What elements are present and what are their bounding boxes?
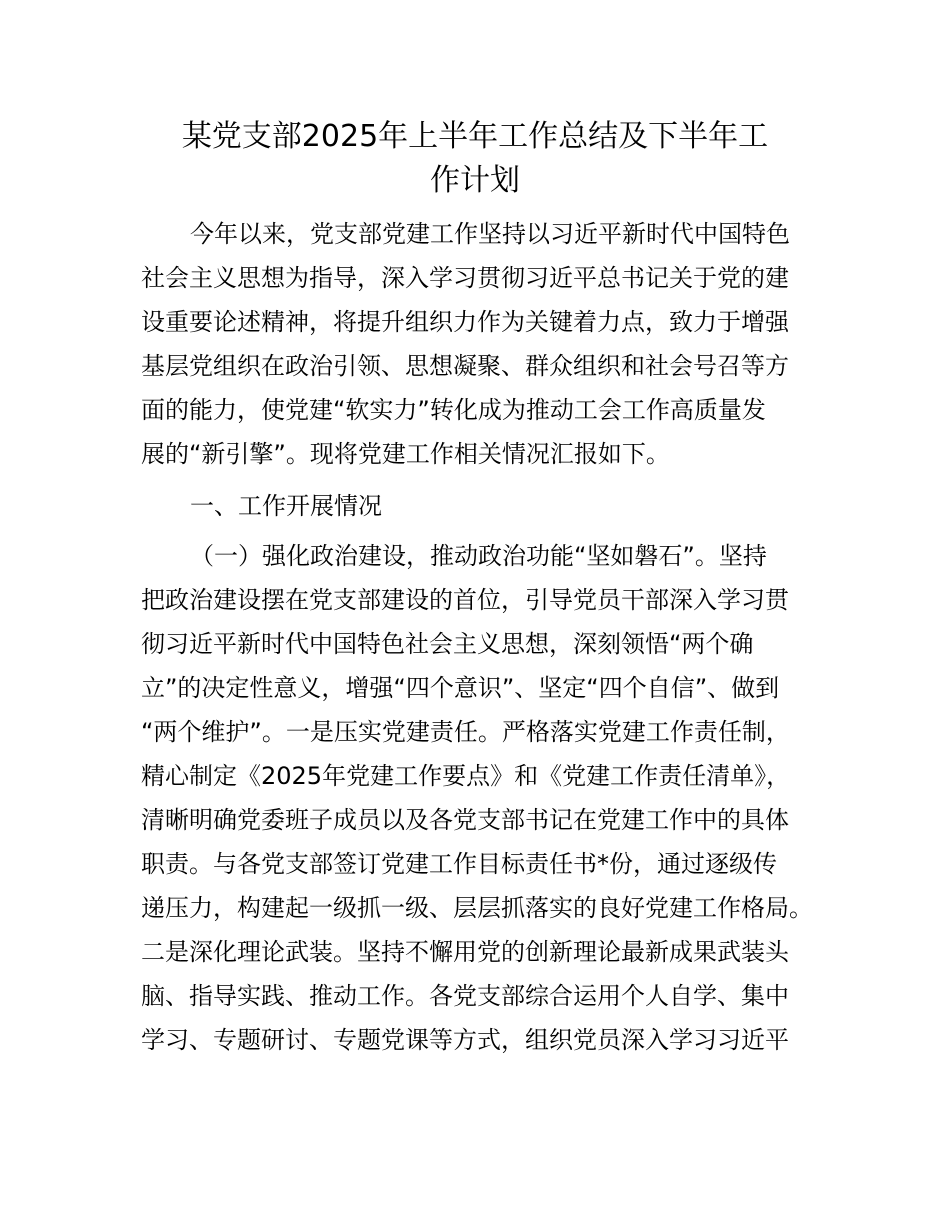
section1-line-1: （一）强化政治建设，推动政治功能“坚如磐石”。坚持 <box>190 542 767 570</box>
section1-line-9: 递压力，构建起一级抓一级、层层抓落实的良好党建工作格局。 <box>141 894 813 922</box>
intro-line-2: 社会主义思想为指导，深入学习贯彻习近平总书记关于党的建 <box>141 264 789 292</box>
section1-line-4: 立”的决定性意义，增强“四个意识”、坚定“四个自信”、做到 <box>141 674 780 702</box>
section1-line-11: 脑、指导实践、推动工作。各党支部综合运用个人自学、集中 <box>141 982 789 1010</box>
section1-line-10: 二是深化理论武装。坚持不懈用党的创新理论最新成果武装头 <box>141 938 789 966</box>
intro-line-6: 展的“新引擎”。现将党建工作相关情况汇报如下。 <box>141 440 670 468</box>
document-title-line-1: 某党支部2025年上半年工作总结及下半年工 <box>181 119 769 154</box>
section1-line-8: 职责。与各党支部签订党建工作目标责任书*份，通过逐级传 <box>141 850 777 878</box>
intro-line-3: 设重要论述精神，将提升组织力作为关键着力点，致力于增强 <box>141 308 789 336</box>
section1-line-12: 学习、专题研讨、专题党课等方式，组织党员深入学习习近平 <box>141 1026 789 1054</box>
intro-line-4: 基层党组织在政治引领、思想凝聚、群众组织和社会号召等方 <box>141 352 789 380</box>
document-title-line-2: 作计划 <box>430 163 520 198</box>
section1-line-7: 清晰明确党委班子成员以及各党支部书记在党建工作中的具体 <box>141 806 789 834</box>
section1-line-6: 精心制定《2025年党建工作要点》和《党建工作责任清单》， <box>141 762 791 790</box>
section-heading: 一、工作开展情况 <box>190 492 382 520</box>
section1-line-3: 彻习近平新时代中国特色社会主义思想，深刻领悟“两个确 <box>141 630 754 658</box>
section1-line-2: 把政治建设摆在党支部建设的首位，引导党员干部深入学习贯 <box>141 586 789 614</box>
intro-line-1: 今年以来，党支部党建工作坚持以习近平新时代中国特色 <box>190 220 790 248</box>
intro-line-5: 面的能力，使党建“软实力”转化成为推动工会工作高质量发 <box>141 396 766 424</box>
section1-line-5: “两个维护”。一是压实党建责任。严格落实党建工作责任制， <box>141 718 790 746</box>
